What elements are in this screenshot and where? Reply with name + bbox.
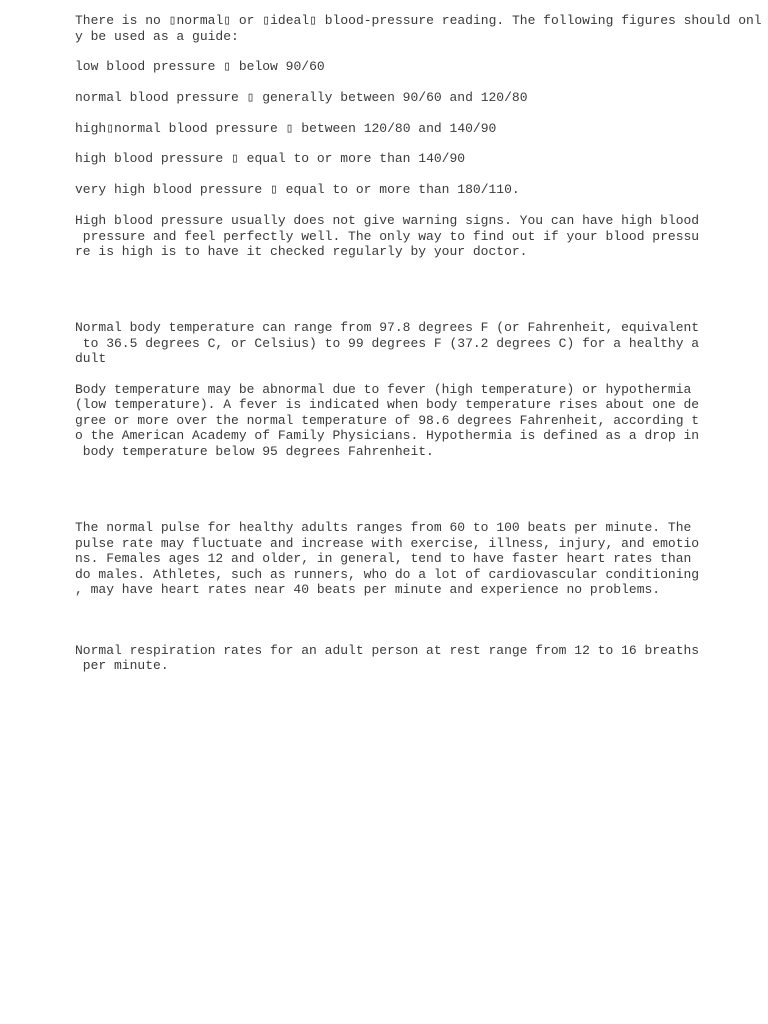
text-line: Normal body temperature can range from 97.8 degrees F (or Fahrenheit, equivalent — [75, 320, 700, 335]
bp-low-line: low blood pressure ▯ below 90/60 — [75, 59, 325, 74]
text-line: to 36.5 degrees C, or Celsius) to 99 degrees F (37.2 degrees C) for a healthy a — [75, 336, 700, 351]
text-line: ns. Females ages 12 and older, in general, tend to have faster heart rates than — [75, 551, 692, 566]
text-line: , may have heart rates near 40 beats per minute and experience no problems. — [75, 582, 661, 597]
text-line: gree or more over the normal temperature of 98.6 degrees Fahrenheit, according t — [75, 413, 700, 428]
text-line: o the American Academy of Family Physicians. Hypothermia is defined as a drop in — [75, 428, 700, 443]
text-line: body temperature below 95 degrees Fahrenheit. — [75, 444, 434, 459]
bp-normal-line: normal blood pressure ▯ generally between 90/60 and 120/80 — [75, 90, 528, 105]
text-line: Normal respiration rates for an adult person at rest range from 12 to 16 breaths — [75, 643, 700, 658]
bp-high-normal-line: high▯normal blood pressure ▯ between 120/80 and 140/90 — [75, 121, 497, 136]
text-line: y be used as a guide: — [75, 29, 239, 44]
text-line: The normal pulse for healthy adults ranges from 60 to 100 beats per minute. The — [75, 520, 692, 535]
text-line: do males. Athletes, such as runners, who do a lot of cardiovascular conditioning — [75, 567, 700, 582]
text-line: (low temperature). A fever is indicated when body temperature rises about one de — [75, 397, 700, 412]
text-line: per minute. — [75, 658, 169, 673]
text-line: There is no ▯normal▯ or ▯ideal▯ blood-pressure reading. The following figures should onl — [75, 13, 762, 28]
text-line: re is high is to have it checked regularly by your doctor. — [75, 244, 528, 259]
text-line: dult — [75, 351, 107, 366]
text-line: pressure and feel perfectly well. The only way to find out if your blood pressu — [75, 229, 700, 244]
bp-very-high-line: very high blood pressure ▯ equal to or more than 180/110. — [75, 182, 520, 197]
text-line: High blood pressure usually does not give warning signs. You can have high blood — [75, 213, 700, 228]
text-line: Body temperature may be abnormal due to fever (high temperature) or hypothermia — [75, 382, 692, 397]
text-line: pulse rate may fluctuate and increase with exercise, illness, injury, and emotio — [75, 536, 700, 551]
bp-high-line: high blood pressure ▯ equal to or more than 140/90 — [75, 151, 466, 166]
